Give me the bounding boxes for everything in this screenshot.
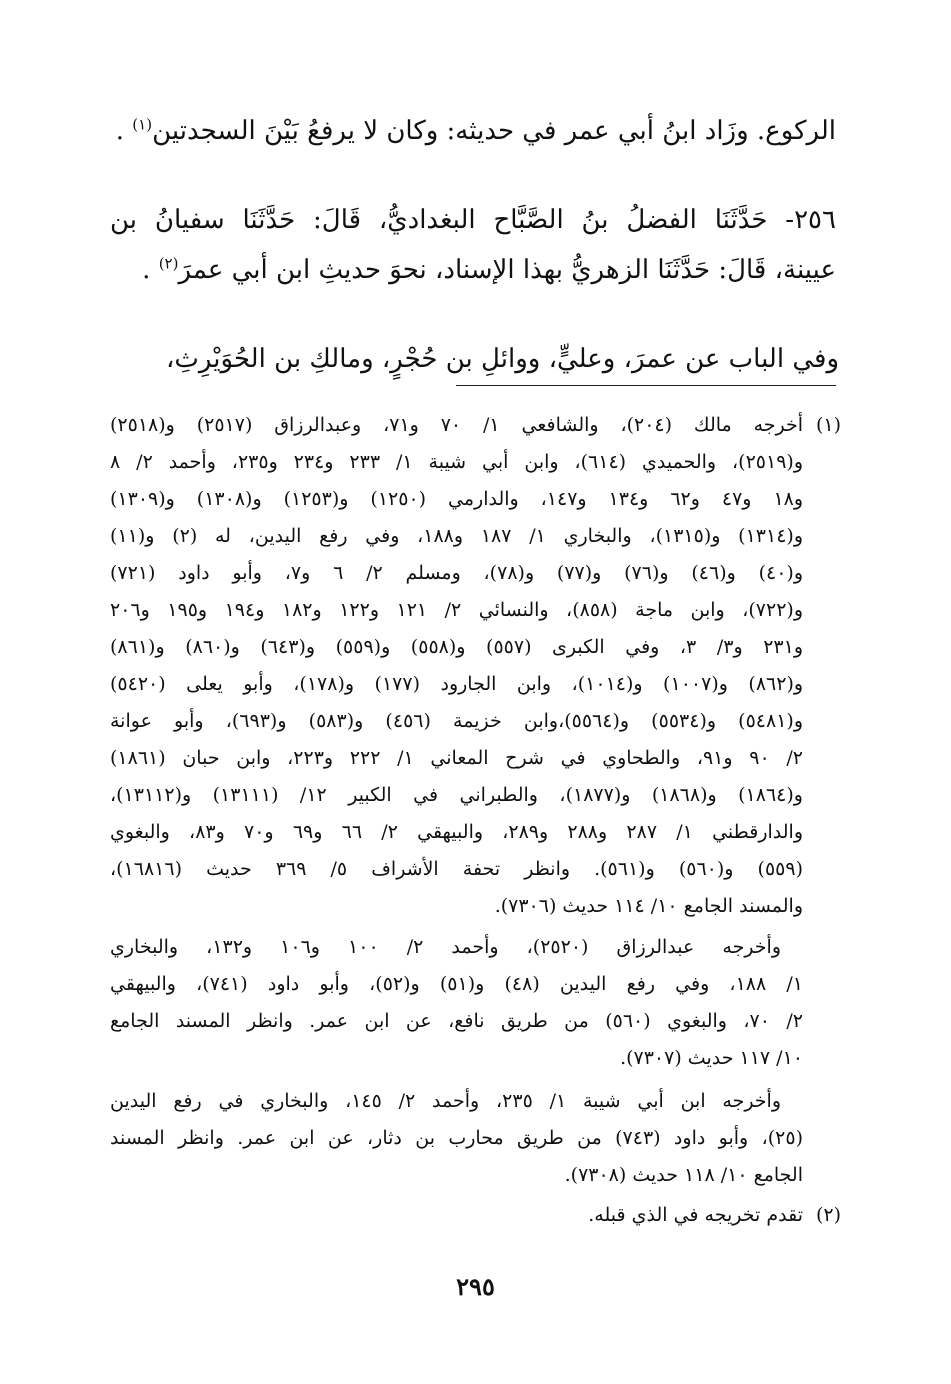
main-text-segment: . bbox=[142, 255, 159, 285]
footnote-line: ١/ ١٨٨، وفي رفع اليدين (٤٨) و(٥١) و(٥٢)، وأبو داود (٧٤١)، والبيهقي bbox=[110, 973, 803, 995]
hadith-line: ٢٥٦- حَدَّثَنَا الفضلُ بنُ الصَّبَّاح البغداديُّ، قَالَ: حَدَّثَنَا سفيانُ بن bbox=[110, 205, 836, 235]
footnote-number: (٢) bbox=[815, 1204, 841, 1226]
footnote-line: و(١٨٦٤) و(١٨٦٨) و(١٨٧٧)، والطبراني في الكبير ١٢/ (١٣١١١) و(١٣١١٢)، bbox=[110, 784, 803, 806]
hadith-line bbox=[110, 248, 836, 292]
footnote-line: (٥٥٩) و(٥٦٠) و(٥٦١). وانظر تحفة الأشراف ٥/ ٣٦٩ حديث (١٦٨١٦)، bbox=[110, 858, 803, 880]
main-text-segment: عيينة، قَالَ: حَدَّثَنَا الزهريُّ بهذا الإسناد، نحوَ حديثِ ابن أبي عمرَ bbox=[178, 255, 836, 285]
footnote-line: (٢٥)، وأبو داود (٧٤٣) من طريق محارب بن دثار، عن ابن عمر. وانظر المسند bbox=[110, 1127, 803, 1149]
footnote-line: و(٨٦٢) و(١٠٠٧) و(١٠١٤)، وابن الجارود (١٧٧) و(١٧٨)، وأبو يعلى (٥٤٢٠) bbox=[110, 673, 804, 695]
footnote-line: تقدم تخريجه في الذي قبله. bbox=[588, 1204, 803, 1226]
footnote-line: والدارقطني ١/ ٢٨٧ و٢٨٨ و٢٨٩، والبيهقي ٢/ ٦٦ و٦٩ و٧٠ و٨٣، والبغوي bbox=[110, 821, 803, 843]
main-text-segment: الركوع. وزَاد ابنُ أبي عمر في حديثه: وكان لا يرفعُ بَيْنَ السجدتين bbox=[152, 116, 836, 146]
footnote-line: و(٧٢٢)، وابن ماجة (٨٥٨)، والنسائي ٢/ ١٢١ و١٢٢ و١٨٢ و١٩٤ و١٩٥ و٢٠٦ bbox=[110, 599, 803, 621]
footnote-line: وأخرجه عبدالرزاق (٢٥٢٠)، وأحمد ٢/ ١٠٠ و١٠٦ و١٣٢، والبخاري bbox=[110, 936, 781, 958]
footnote-line: أخرجه مالك (٢٠٤)، والشافعي ١/ ٧٠ و٧١، وعبدالرزاق (٢٥١٧) و(٢٥١٨) bbox=[110, 414, 804, 436]
footnote-line: و٢٣١ و٣/ ٣، وفي الكبرى (٥٥٧) و(٥٥٨) و(٥٥٩) و(٦٤٣) و(٨٦٠) و(٨٦١) bbox=[110, 636, 804, 658]
footnote-line: و(٥٤٨١) و(٥٥٣٤) و(٥٥٦٤)،وابن خزيمة (٤٥٦) و(٥٨٣) و(٦٩٣)، وأبو عوانة bbox=[110, 710, 804, 732]
main-text-line bbox=[110, 109, 836, 153]
footnote-line: ٢/ ٩٠ و٩١، والطحاوي في شرح المعاني ١/ ٢٢٢ و٢٢٣، وابن حبان (١٨٦١) bbox=[110, 747, 803, 769]
footnote-number: (١) bbox=[815, 414, 841, 436]
page-number: ٢٩٥ bbox=[456, 1272, 495, 1301]
footnote-reference[interactable]: (٢) bbox=[158, 254, 179, 273]
main-text-line: وفي الباب عن عمرَ، وعليٍّ، ووائلِ بن حُجْرٍ، ومالكِ بن الحُوَيْرِثِ، bbox=[166, 344, 839, 374]
footnote-line: الجامع ١٠/ ١١٨ حديث (٧٣٠٨). bbox=[564, 1164, 803, 1186]
footnote-reference[interactable]: (١) bbox=[132, 115, 153, 134]
footnote-line: ٢/ ٧٠، والبغوي (٥٦٠) من طريق نافع، عن ابن عمر. وانظر المسند الجامع bbox=[110, 1010, 803, 1032]
main-text-segment: . bbox=[115, 116, 133, 146]
footnote-line: و(٤٠) و(٤٦) و(٧٦) و(٧٧) و(٧٨)، ومسلم ٢/ ٦ و٧، وأبو داود (٧٢١) bbox=[110, 562, 803, 584]
footnote-line: و(٢٥١٩)، والحميدي (٦١٤)، وابن أبي شيبة ١/ ٢٣٣ و٢٣٤ و٢٣٥، وأحمد ٢/ ٨ bbox=[110, 451, 803, 473]
footnote-line: وأخرجه ابن أبي شيبة ١/ ٢٣٥، وأحمد ٢/ ١٤٥، والبخاري في رفع اليدين bbox=[110, 1090, 782, 1112]
footnote-line: ١٠/ ١١٧ حديث (٧٣٠٧). bbox=[620, 1047, 803, 1069]
footnote-line: والمسند الجامع ١٠/ ١١٤ حديث (٧٣٠٦). bbox=[494, 895, 803, 917]
footnote-line: و(١٣١٤) و(١٣١٥)، والبخاري ١/ ١٨٧ و١٨٨، وفي رفع اليدين، له (٢) و(١١) bbox=[110, 525, 803, 547]
footnote-line: و١٨ و٤٧ و٦٢ و١٣٤ و١٤٧، والدارمي (١٢٥٠) و(١٢٥٣) و(١٣٠٨) و(١٣٠٩) bbox=[110, 488, 804, 510]
footnote-divider bbox=[456, 385, 836, 386]
